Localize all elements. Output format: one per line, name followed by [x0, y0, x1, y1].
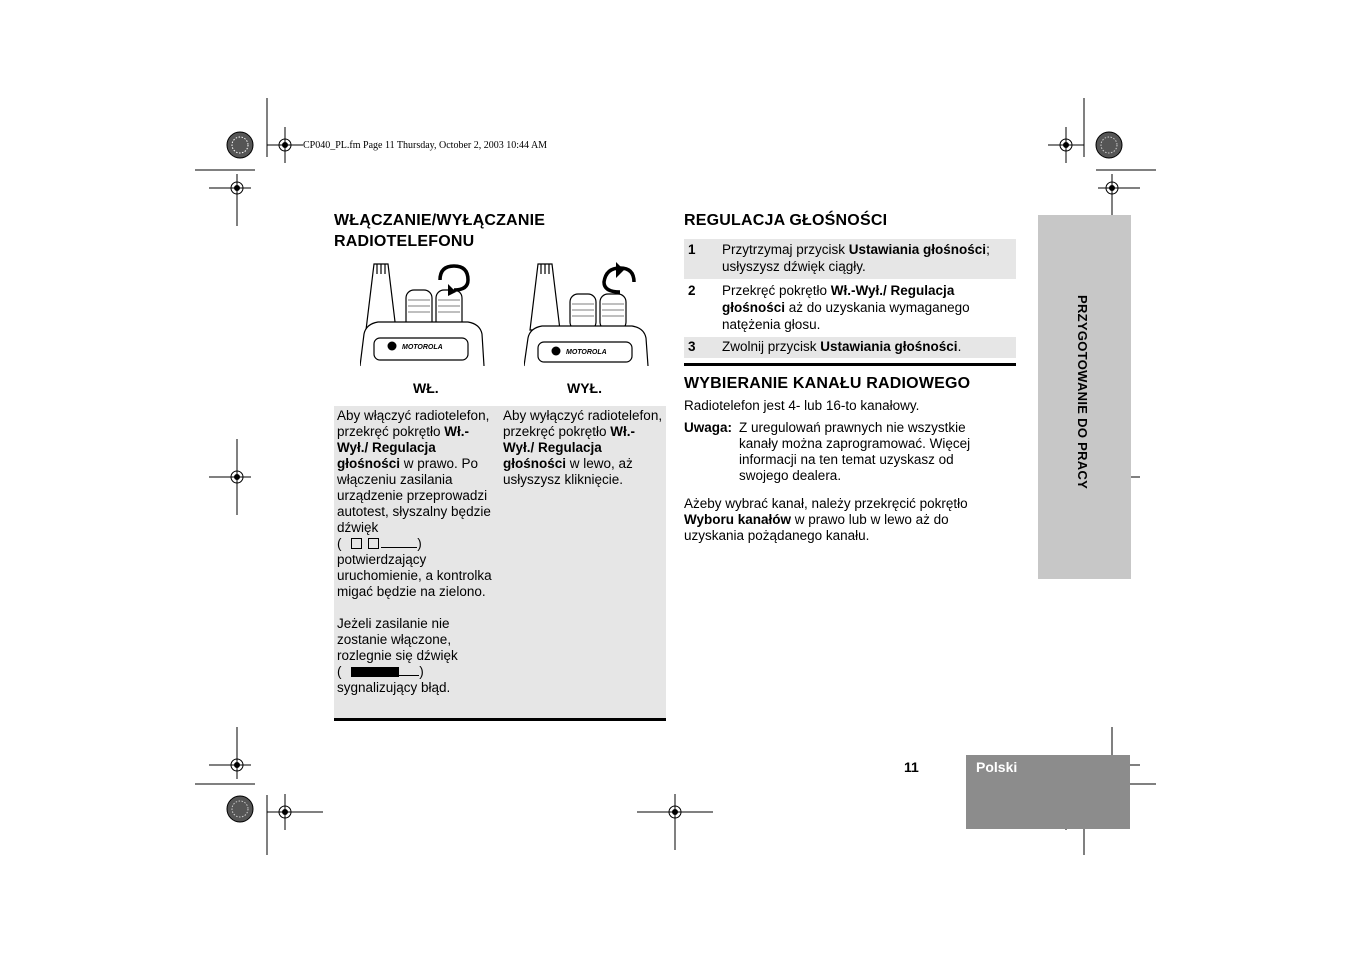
- side-tab: [1038, 215, 1131, 579]
- channel-section-title: WYBIERANIE KANAŁU RADIOWEGO: [684, 375, 971, 392]
- page-number: 11: [904, 759, 919, 775]
- note: [684, 420, 1016, 484]
- box-bottom-rule: [334, 718, 666, 721]
- power-section: [334, 210, 666, 252]
- channel-select-text: Ażeby wybrać kanał, należy przekręcić pokrętło Wyboru kanałów w prawo lub w lewo aż do uzyskania pożądanego kanału.: [684, 496, 968, 543]
- language-tab: [966, 755, 1130, 829]
- volume-steps: [684, 239, 1016, 358]
- short-tone-icon: [351, 538, 362, 549]
- list-item: 1 Przytrzymaj przycisk Ustawiania głośności; usłyszysz dźwięk ciągły.: [684, 239, 1016, 279]
- power-section-title: WŁĄCZANIE/WYŁĄCZANIE RADIOTELEFONU: [334, 212, 546, 250]
- caption-on: WŁ.: [413, 380, 439, 396]
- volume-steps-table: [684, 239, 1016, 358]
- radio-off-brand: MOTOROLA: [566, 349, 607, 356]
- power-off-instructions: Aby wyłączyć radiotelefon, przekręć pokrętło Wł.-Wył./ Regulacja głośności w lewo, aż usłyszysz kliknięcie.: [503, 408, 663, 487]
- short-tone-icon: [368, 538, 379, 549]
- startup-tone: ( ): [337, 536, 422, 551]
- radio-off-illustration: [524, 260, 650, 368]
- note-text: Z uregulowań prawnych nie wszystkie kanały można zaprogramować. Więcej informacji na ten temat uzyskasz od swojego dealera.: [739, 420, 971, 483]
- steps-bottom-rule: [684, 363, 1016, 366]
- caption-off: WYŁ.: [567, 380, 602, 396]
- tone-line: [381, 547, 417, 548]
- side-tab-label: PRZYGOTOWANIE DO PRACY: [1075, 295, 1090, 490]
- tone-line: [399, 675, 419, 676]
- long-tone-icon: [351, 667, 399, 677]
- channel-intro: Radiotelefon jest 4- lub 16-to kanałowy.: [684, 398, 920, 413]
- file-info-header: CP040_PL.fm Page 11 Thursday, October 2, 2003 10:44 AM: [303, 140, 548, 151]
- radio-on-illustration: [360, 260, 486, 368]
- volume-section-title: REGULACJA GŁOŚNOŚCI: [684, 212, 888, 229]
- error-tone: ( ): [337, 664, 424, 679]
- note-label: Uwaga:: [684, 420, 733, 435]
- power-on-instructions: Aby włączyć radiotelefon, przekręć pokrętło Wł.-Wył./ Regulacja głośności w prawo. Po włączeniu zasilania urządzenie przeprowadzi autotest, słyszalny będzie dźwięk ( ) potwierdzający uruchomienie, a kontrolka migać będzie na zielono. Jeżeli zasilanie nie zostanie włączone, rozlegnie się dźwięk ( ) sygnalizujący błąd.: [337, 408, 492, 695]
- list-item: 3 Zwolnij przycisk Ustawiania głośności.: [684, 337, 1016, 358]
- language-label: Polski: [976, 759, 1018, 775]
- list-item: 2 Przekręć pokrętło Wł.-Wył./ Regulacja głośności aż do uzyskania wymaganego natężenia głosu.: [688, 283, 970, 332]
- radio-on-brand: MOTOROLA: [402, 344, 443, 351]
